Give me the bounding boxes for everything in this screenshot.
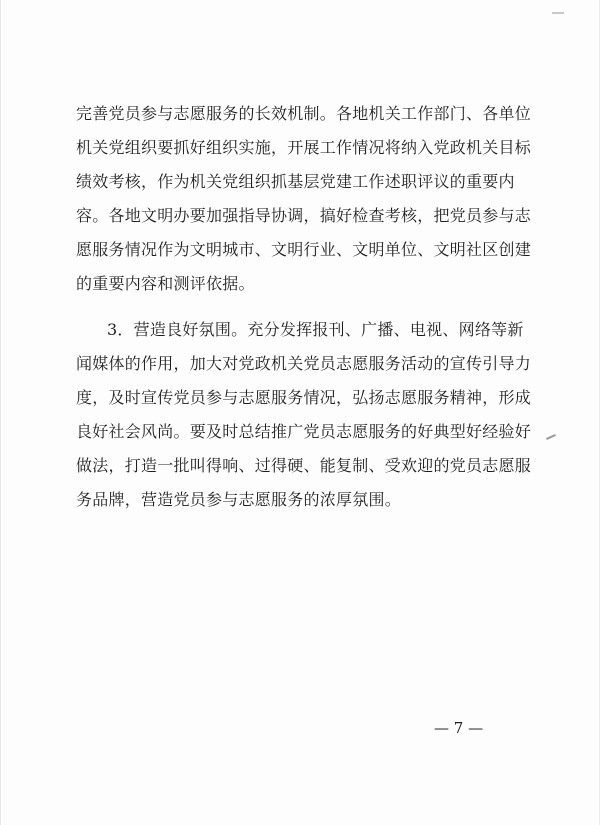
text-line: 务品牌，营造党员参与志愿服务的浓厚氛围。: [76, 490, 402, 509]
text-line: 良好社会风尚。要及时总结推广党员志愿服务的好典型好经验好: [76, 422, 532, 441]
text-line: 绩效考核，作为机关党组织抓基层党建工作述职评议的重要内: [76, 172, 515, 191]
text-line: 愿服务情况作为文明城市、文明行业、文明单位、文明社区创建: [76, 240, 532, 259]
text-line: 度，及时宣传党员参与志愿服务情况，弘扬志愿服务精神，形成: [76, 388, 532, 407]
body-text: [76, 97, 532, 517]
text-line: 容。各地文明办要加强指导协调，搞好检查考核，把党员参与志: [76, 206, 532, 225]
paragraph-gap: [76, 301, 526, 313]
page-number: — 7 —: [434, 719, 484, 737]
text-line: 的重要内容和测评依据。: [76, 274, 255, 293]
text-line: 做法，打造一批叫得响、过得硬、能复制、受欢迎的党员志愿服: [76, 456, 532, 475]
paragraph-2: [76, 313, 532, 517]
paragraph-1: [76, 97, 532, 301]
text-line: 完善党员参与志愿服务的长效机制。各地机关工作部门、各单位: [76, 104, 532, 123]
text-line: 3．营造良好氛围。充分发挥报刊、广播、电视、网络等新: [107, 320, 524, 339]
scan-mark: [546, 434, 556, 440]
text-line: 机关党组织要抓好组织实施，开展工作情况将纳入党政机关目标: [76, 138, 532, 157]
text-line: 闻媒体的作用，加大对党政机关党员志愿服务活动的宣传引导力: [76, 354, 532, 373]
scan-mark: [552, 12, 564, 14]
